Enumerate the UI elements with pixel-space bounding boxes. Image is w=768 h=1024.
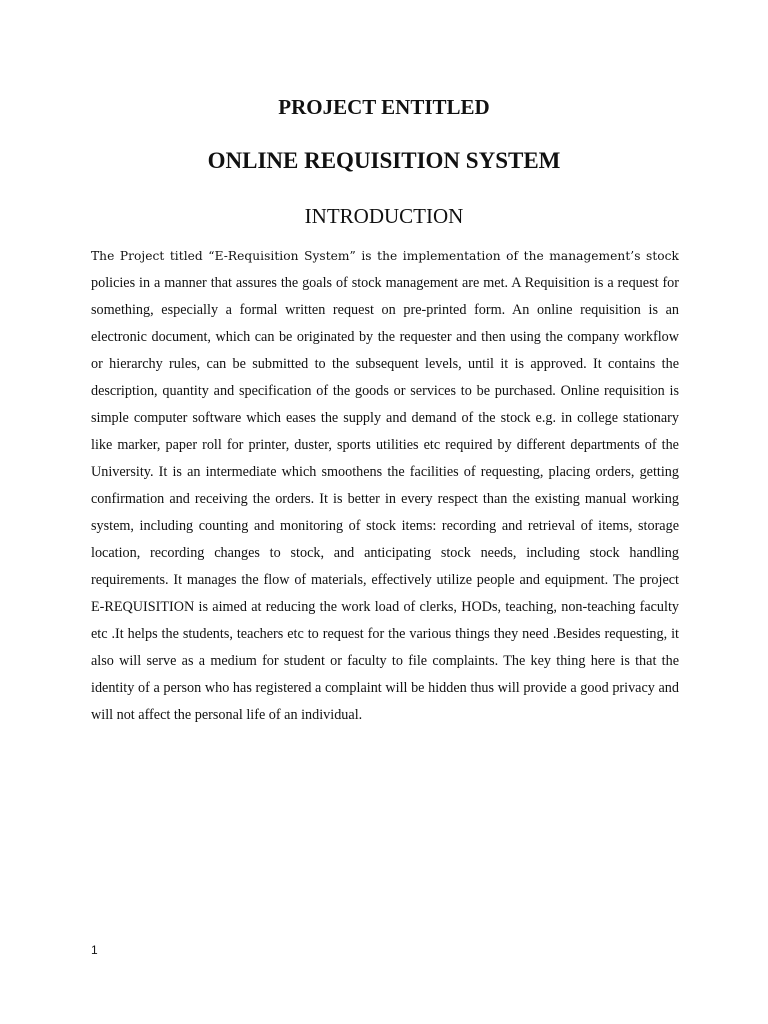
project-heading: PROJECT ENTITLED xyxy=(278,95,490,119)
introduction-first-line: The Project titled “E-Requisition System” is the implementation of the management’s stock xyxy=(91,249,679,263)
introduction-paragraph xyxy=(91,243,679,729)
section-heading: INTRODUCTION xyxy=(304,204,464,228)
document-title: ONLINE REQUISITION SYSTEM xyxy=(207,148,561,173)
page-number: 1 xyxy=(91,943,98,957)
introduction-body: policies in a manner that assures the goals of stock management are met. A Requisition is a request for something, especially a formal written request on pre-printed form. An online requisition is an electronic document, which can be originated by the requester and then using the company workflow or hierarchy rules, can be submitted to the subsequent levels, until it is approved. It contains the description, quantity and specification of the goods or services to be purchased. Online requisition is simple computer software which eases the supply and demand of the stock e.g. in college stationary like marker, paper roll for printer, duster, sports utilities etc required by different departments of the University. It is an intermediate which smoothens the facilities of requesting, placing orders, getting confirmation and receiving the orders. It is better in every respect than the existing manual working system, including counting and monitoring of stock items: recording and retrieval of items, storage location, recording changes to stock, and anticipating stock needs, including stock handling requirements. It manages the flow of materials, effectively utilize people and equipment. The project E-REQUISITION is aimed at reducing the work load of clerks, HODs, teaching, non-teaching faculty etc .It helps the students, teachers etc to request for the various things they need .Besides requesting, it also will serve as a medium for student or faculty to file complaints. The key thing here is that the identity of a person who has registered a complaint will be hidden thus will provide a good privacy and will not affect the personal life of an individual. xyxy=(91,275,679,723)
